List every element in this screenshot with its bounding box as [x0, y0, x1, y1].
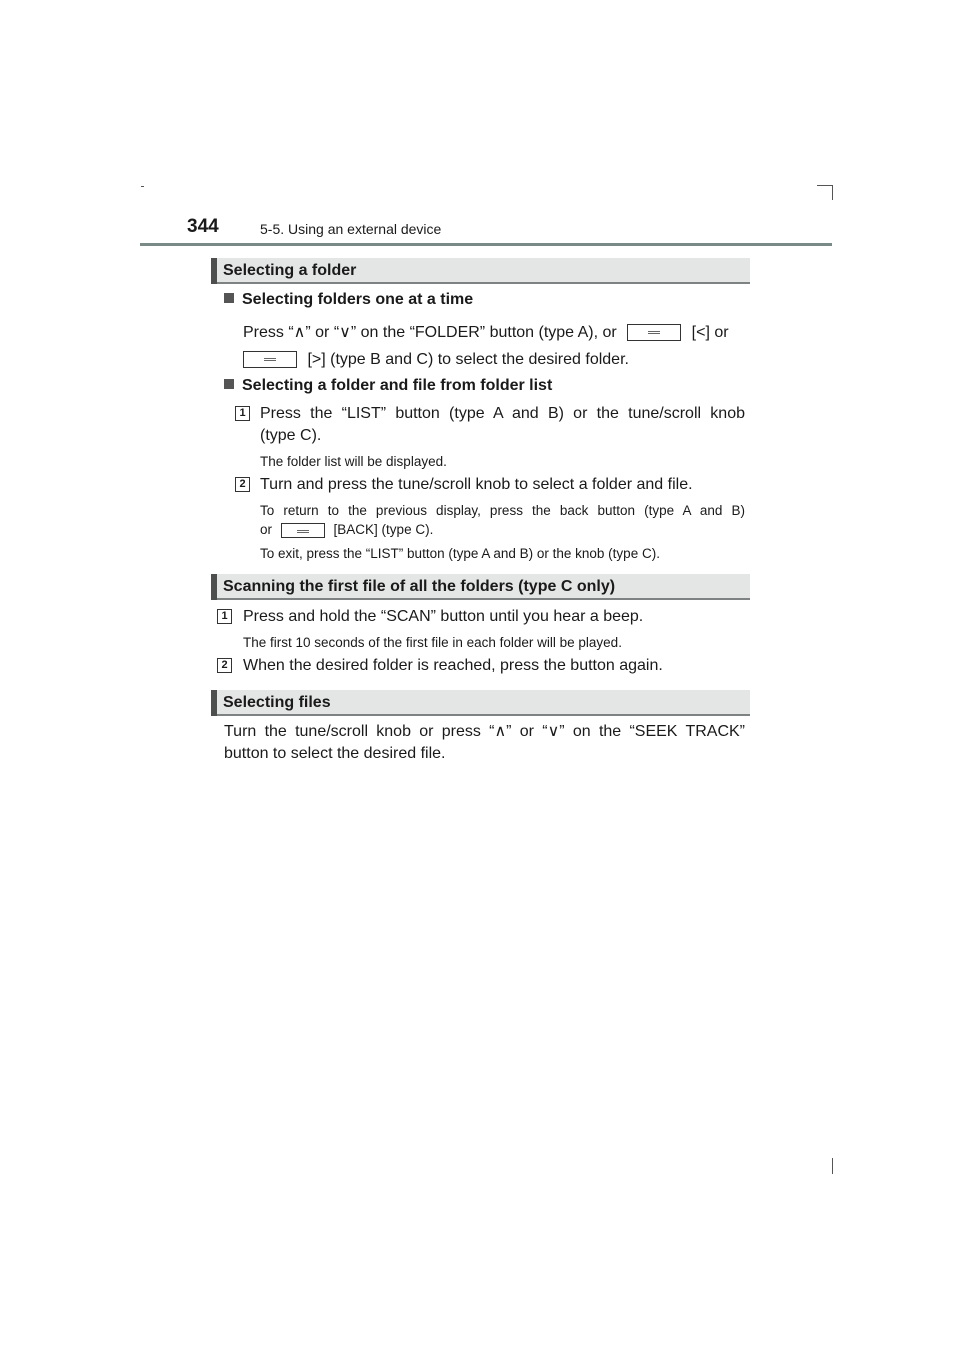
step-note-line-2: or [BACK] (type C). — [260, 522, 434, 537]
screen-button-icon — [627, 324, 681, 341]
step-number-badge: 2 — [235, 477, 250, 492]
page-number: 344 — [187, 216, 219, 237]
screen-button-icon — [281, 523, 325, 538]
section-path: 5-5. Using an external device — [260, 221, 442, 237]
step-number-badge: 2 — [217, 658, 232, 673]
step-note: To exit, press the “LIST” button (type A and B) or the knob (type C). — [260, 546, 660, 561]
folder-line-2: [>] (type B and C) to select the desired folder. — [243, 349, 629, 371]
step-text: When the desired folder is reached, press the button again. — [243, 657, 663, 674]
subheading-one-at-a-time: Selecting folders one at a time — [224, 291, 473, 309]
step-text: (type C). — [260, 427, 322, 444]
body-text: button to select the desired file. — [224, 745, 446, 762]
square-bullet-icon — [224, 293, 234, 303]
crop-mark-top-left — [141, 186, 144, 187]
step-number-badge: 1 — [235, 406, 250, 421]
step-note: To return to the previous display, press the back button (type A and B) — [260, 503, 745, 518]
section-heading-selecting-folder: Selecting a folder — [211, 258, 750, 284]
step-text: Press the “LIST” button (type A and B) or the tune/scroll knob — [260, 405, 745, 422]
step-note: The folder list will be displayed. — [260, 454, 447, 469]
body-text: Turn the tune/scroll knob or press “∧” or “∨” on the “SEEK TRACK” — [224, 723, 745, 740]
crop-mark-bottom-right — [832, 1158, 833, 1174]
subheading-folder-list: Selecting a folder and file from folder list — [224, 377, 552, 395]
step-note: The first 10 seconds of the first file in each folder will be played. — [243, 635, 622, 650]
step-number-badge: 1 — [217, 609, 232, 624]
step-text: Turn and press the tune/scroll knob to select a folder and file. — [260, 476, 693, 493]
header-rule — [140, 243, 832, 246]
folder-line-1: Press “∧” or “∨” on the “FOLDER” button (type A), or [<] or — [243, 324, 729, 341]
crop-mark-top-right-v — [832, 185, 833, 200]
crop-mark-top-right-h — [817, 185, 833, 186]
square-bullet-icon — [224, 379, 234, 389]
section-heading-selecting-files: Selecting files — [211, 690, 750, 716]
step-text: Press and hold the “SCAN” button until you hear a beep. — [243, 608, 644, 625]
screen-button-icon — [243, 351, 297, 368]
section-heading-scanning: Scanning the first file of all the folders (type C only) — [211, 574, 750, 600]
